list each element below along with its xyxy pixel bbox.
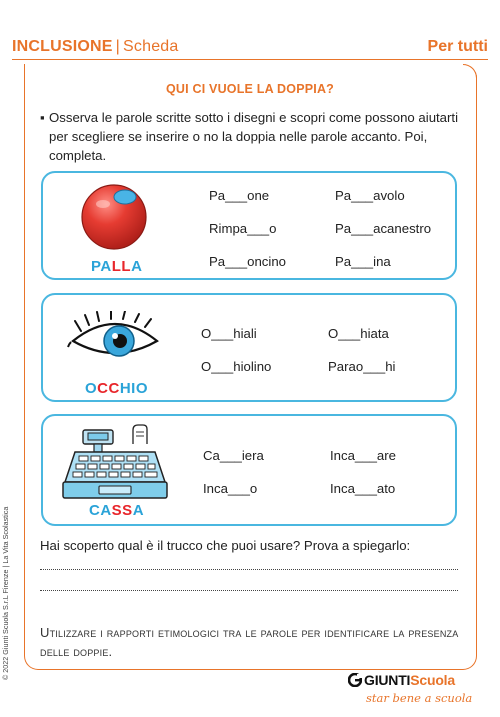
instruction-text: Osserva le parole scritte sotto i disegni e scopri come possono aiutarti per scegliere se inserire o no la doppia nelle parole accanto. Poi, completa. [49, 110, 459, 163]
fill-blank-item[interactable]: Inca___ato [330, 481, 396, 496]
answer-line[interactable] [40, 568, 458, 570]
fill-blank-item[interactable]: Rimpa___o [209, 221, 277, 236]
exercise-box-palla [41, 171, 457, 280]
fill-blank-item[interactable]: Inca___are [330, 448, 396, 463]
keyword-occhio [85, 380, 148, 397]
cash-register-icon [61, 424, 169, 502]
brand-name-part1: GIUNTI [364, 672, 411, 688]
keyword-part-end: HIO [119, 380, 149, 397]
header-separator: | [115, 38, 121, 55]
ball-icon [79, 182, 149, 252]
keyword-part-start: CA [89, 502, 112, 519]
fill-blank-item[interactable]: Parao___hi [328, 359, 396, 374]
exercise-box-occhio [41, 293, 457, 402]
reflection-question: Hai scoperto qual è il trucco che puoi usare? Prova a spiegarlo: [40, 538, 411, 553]
fill-blank-item[interactable]: Pa___ina [335, 254, 391, 269]
header-audience: Per tutti [427, 38, 488, 55]
worksheet-title: QUI CI VUOLE LA DOPPIA? [165, 82, 335, 96]
keyword-palla [91, 258, 142, 275]
keyword-part-end: A [132, 502, 145, 519]
instruction [40, 108, 460, 165]
brand-slogan: star bene a scuola [366, 691, 473, 705]
header-divider [12, 59, 488, 60]
fill-blank-item[interactable]: O___hiali [201, 326, 257, 341]
keyword-part-double: CC [97, 380, 120, 397]
keyword-part-end: A [131, 258, 143, 275]
page-header [0, 0, 500, 64]
exercise-box-cassa [41, 414, 457, 526]
keyword-cassa [89, 502, 144, 519]
header-section: INCLUSIONE [12, 38, 113, 55]
fill-blank-item[interactable]: Pa___one [209, 188, 270, 203]
teacher-note: Utilizzare i rapporti etimologici tra le parole per identificare la presenza delle doppie. [40, 625, 459, 659]
brand-name-part2: Scuola [410, 672, 455, 688]
fill-blank-item[interactable]: Pa___oncino [209, 254, 286, 269]
giunti-g-icon [348, 673, 362, 687]
brand-name [364, 672, 455, 688]
keyword-part-double: LL [111, 258, 132, 275]
fill-blank-item[interactable]: Pa___acanestro [335, 221, 432, 236]
fill-blank-item[interactable]: O___hiata [328, 326, 389, 341]
worksheet-frame-corner [463, 64, 477, 78]
keyword-part-start: O [85, 380, 98, 397]
copyright-notice: © 2022 Giunti Scuola S.r.L Firenze | La Vita Scolastica [1, 506, 10, 680]
header-subsection: Scheda [123, 38, 179, 55]
keyword-part-double: SS [111, 502, 133, 519]
answer-line[interactable] [40, 589, 458, 591]
fill-blank-item[interactable]: O___hiolino [201, 359, 272, 374]
publisher-logo [348, 672, 473, 712]
fill-blank-item[interactable]: Pa___avolo [335, 188, 405, 203]
header-title [12, 38, 179, 56]
eye-icon [67, 311, 163, 363]
fill-blank-item[interactable]: Inca___o [203, 481, 258, 496]
fill-blank-item[interactable]: Ca___iera [203, 448, 264, 463]
instruction-bullet: ▪ [40, 110, 45, 125]
keyword-part-start: PA [91, 258, 112, 275]
